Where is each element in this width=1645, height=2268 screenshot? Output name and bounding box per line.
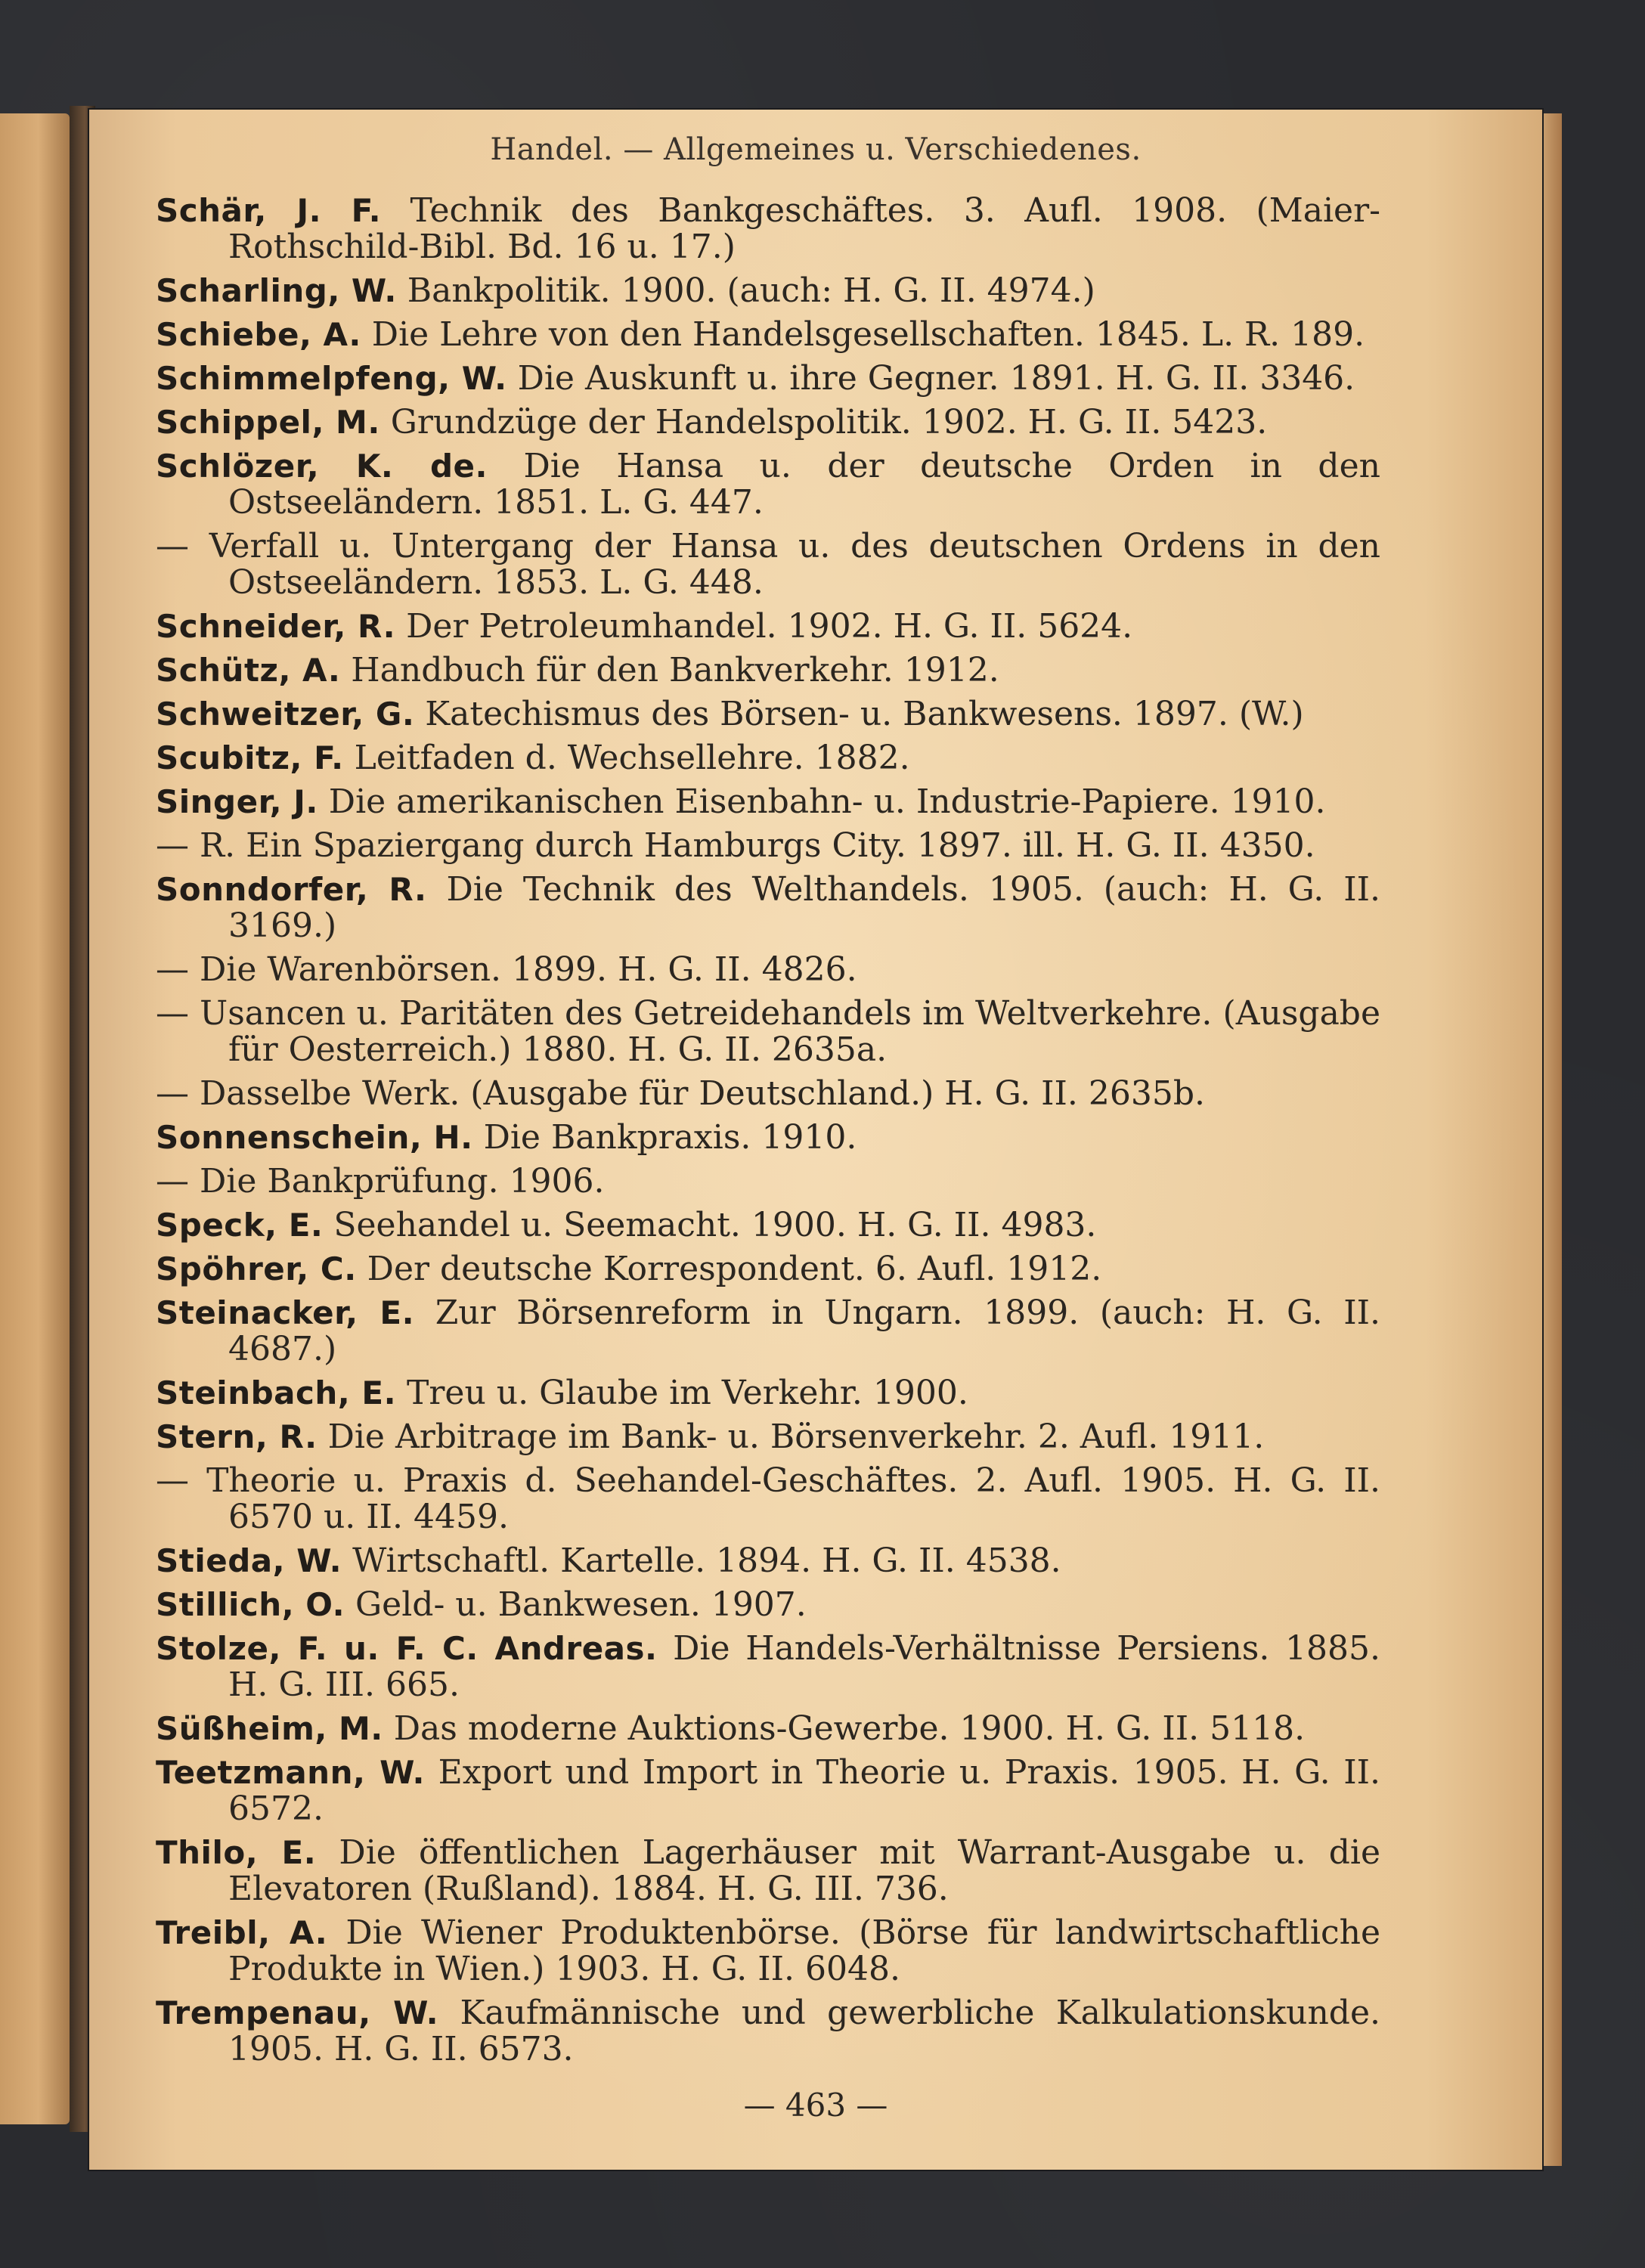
bibliography-entry (156, 1587, 1380, 1623)
bibliography-entry (156, 1543, 1380, 1579)
entry-text: Die Lehre von den Handelsgesellschaften. 1845. L. R. 189. (371, 315, 1365, 354)
page-stack-edge (1542, 113, 1562, 2166)
entry-text: Zur Börsenreform in Ungarn. 1899. (auch: H. G. II. 4687.) (228, 1294, 1380, 1368)
bibliography-entry (156, 609, 1380, 645)
entry-author: Stolze, F. u. F. C. Andreas. (156, 1630, 658, 1667)
bibliography-entry (156, 1835, 1380, 1907)
bibliography-entry (156, 1207, 1380, 1244)
bibliography-entry (156, 652, 1380, 689)
entry-author: Schütz, A. (156, 652, 341, 689)
entry-author: Spöhrer, C. (156, 1250, 357, 1287)
page-number: — 463 — (743, 2087, 888, 2124)
entry-author: Sonndorfer, R. (156, 871, 427, 908)
entry-text: — Usancen u. Paritäten des Getreidehandels im Weltverkehre. (Ausgabe für Oesterreich.) 1880. H. G. II. 2635a. (156, 994, 1380, 1069)
entry-author: Schlözer, K. de. (156, 448, 488, 485)
bibliography-entry (156, 1755, 1380, 1827)
bibliography-entry (156, 1295, 1380, 1368)
bibliography-entry (156, 1463, 1380, 1535)
entry-author: Schimmelpfeng, W. (156, 360, 507, 397)
entry-text: Der deutsche Korrespondent. 6. Aufl. 1912. (367, 1250, 1102, 1288)
entry-author: Schweitzer, G. (156, 696, 415, 733)
entry-text: Die Wiener Produktenbörse. (Börse für landwirtschaftliche Produkte in Wien.) 1903. H. G. II. 6048. (228, 1913, 1380, 1988)
entry-author: Schär, J. F. (156, 192, 382, 229)
entry-text: — Theorie u. Praxis d. Seehandel-Geschäftes. 2. Aufl. 1905. H. G. II. 6570 u. II. 4459. (156, 1461, 1380, 1536)
bibliography-entry (156, 404, 1380, 441)
entry-text: Die Arbitrage im Bank- u. Börsenverkehr. 2. Aufl. 1911. (327, 1418, 1265, 1456)
entry-text: Geld- u. Bankwesen. 1907. (355, 1585, 807, 1624)
entry-text: Die Auskunft u. ihre Gegner. 1891. H. G. II. 3346. (517, 359, 1355, 398)
entry-text: Grundzüge der Handelspolitik. 1902. H. G. II. 5423. (390, 403, 1268, 442)
entry-author: Stern, R. (156, 1418, 318, 1455)
entry-author: Süßheim, M. (156, 1710, 383, 1747)
entry-author: Stillich, O. (156, 1586, 345, 1623)
entry-text: Export und Import in Theorie u. Praxis. 1905. H. G. II. 6572. (228, 1753, 1380, 1828)
entry-text: Das moderne Auktions-Gewerbe. 1900. H. G. II. 5118. (393, 1709, 1306, 1748)
entry-text: — Verfall u. Untergang der Hansa u. des deutschen Ordens in den Ostseeländern. 1853. L. G. 448. (156, 527, 1380, 602)
bibliography-entry (156, 740, 1380, 776)
entry-text: — Dasselbe Werk. (Ausgabe für Deutschland.) H. G. II. 2635b. (156, 1074, 1205, 1113)
entry-author: Speck, E. (156, 1207, 324, 1244)
entry-author: Treibl, A. (156, 1914, 328, 1951)
entry-author: Stieda, W. (156, 1542, 342, 1579)
bibliography-entry (156, 696, 1380, 733)
bibliography-list (156, 193, 1380, 2075)
bibliography-entry (156, 828, 1380, 864)
bibliography-entry (156, 193, 1380, 265)
bibliography-entry (156, 1995, 1380, 2068)
bibliography-entry (156, 1711, 1380, 1747)
entry-author: Trempenau, W. (156, 1994, 439, 2031)
bibliography-entry (156, 952, 1380, 988)
entry-text: Technik des Bankgeschäftes. 3. Aufl. 1908. (Maier-Rothschild-Bibl. Bd. 16 u. 17.) (228, 191, 1380, 266)
entry-text: — Die Bankprüfung. 1906. (156, 1162, 605, 1201)
bibliography-entry (156, 1251, 1380, 1287)
entry-author: Singer, J. (156, 783, 318, 820)
entry-author: Steinacker, E. (156, 1294, 415, 1331)
entry-author: Teetzmann, W. (156, 1754, 425, 1791)
entry-text: Kaufmännische und gewerbliche Kalkulationskunde. 1905. H. G. II. 6573. (228, 1994, 1380, 2068)
bibliography-entry (156, 1076, 1380, 1112)
bibliography-entry (156, 1163, 1380, 1200)
entry-text: Die Bankpraxis. 1910. (483, 1118, 857, 1157)
entry-text: Treu u. Glaube im Verkehr. 1900. (407, 1374, 968, 1412)
bibliography-entry (156, 784, 1380, 820)
entry-author: Sonnenschein, H. (156, 1119, 473, 1156)
bibliography-entry (156, 273, 1380, 309)
bibliography-entry (156, 448, 1380, 521)
entry-text: Seehandel u. Seemacht. 1900. H. G. II. 4983. (333, 1206, 1097, 1244)
bibliography-entry (156, 1631, 1380, 1703)
entry-text: — R. Ein Spaziergang durch Hamburgs City. 1897. ill. H. G. II. 4350. (156, 826, 1315, 865)
entry-author: Schippel, M. (156, 404, 380, 441)
entry-text: Die Handels-Verhältnisse Persiens. 1885. H. G. III. 665. (228, 1629, 1380, 1704)
entry-text: Handbuch für den Bankverkehr. 1912. (351, 651, 999, 689)
running-header: Handel. — Allgemeines u. Verschiedenes. (490, 132, 1142, 167)
entry-text: Katechismus des Börsen- u. Bankwesens. 1897. (W.) (425, 695, 1304, 733)
entry-text: — Die Warenbörsen. 1899. H. G. II. 4826. (156, 950, 857, 989)
entry-text: Bankpolitik. 1900. (auch: H. G. II. 4974.) (407, 271, 1095, 310)
entry-text: Leitfaden d. Wechsellehre. 1882. (354, 739, 910, 777)
entry-author: Schneider, R. (156, 608, 396, 645)
bibliography-entry (156, 1419, 1380, 1455)
bibliography-entry (156, 361, 1380, 397)
entry-text: Wirtschaftl. Kartelle. 1894. H. G. II. 4538. (352, 1541, 1061, 1580)
entry-text: Der Petroleumhandel. 1902. H. G. II. 5624. (406, 607, 1133, 646)
entry-text: Die amerikanischen Eisenbahn- u. Industrie-Papiere. 1910. (328, 782, 1326, 821)
entry-author: Steinbach, E. (156, 1374, 397, 1411)
bibliography-entry (156, 1375, 1380, 1411)
left-page-edge (0, 113, 70, 2124)
entry-text: Die Technik des Welthandels. 1905. (auch: H. G. II. 3169.) (228, 870, 1380, 945)
bibliography-entry (156, 872, 1380, 944)
entry-author: Scubitz, F. (156, 739, 344, 776)
entry-text: Die Hansa u. der deutsche Orden in den Ostseeländern. 1851. L. G. 447. (228, 447, 1380, 522)
entry-author: Scharling, W. (156, 272, 397, 309)
bibliography-entry (156, 1915, 1380, 1988)
entry-author: Schiebe, A. (156, 316, 361, 353)
book-page (89, 110, 1542, 2170)
bibliography-entry (156, 317, 1380, 353)
entry-text: Die öffentlichen Lagerhäuser mit Warrant-Ausgabe u. die Elevatoren (Rußland). 1884. H. G. III. 736. (228, 1833, 1380, 1908)
bibliography-entry (156, 1120, 1380, 1156)
bibliography-entry (156, 996, 1380, 1068)
bibliography-entry (156, 528, 1380, 601)
entry-author: Thilo, E. (156, 1834, 317, 1871)
